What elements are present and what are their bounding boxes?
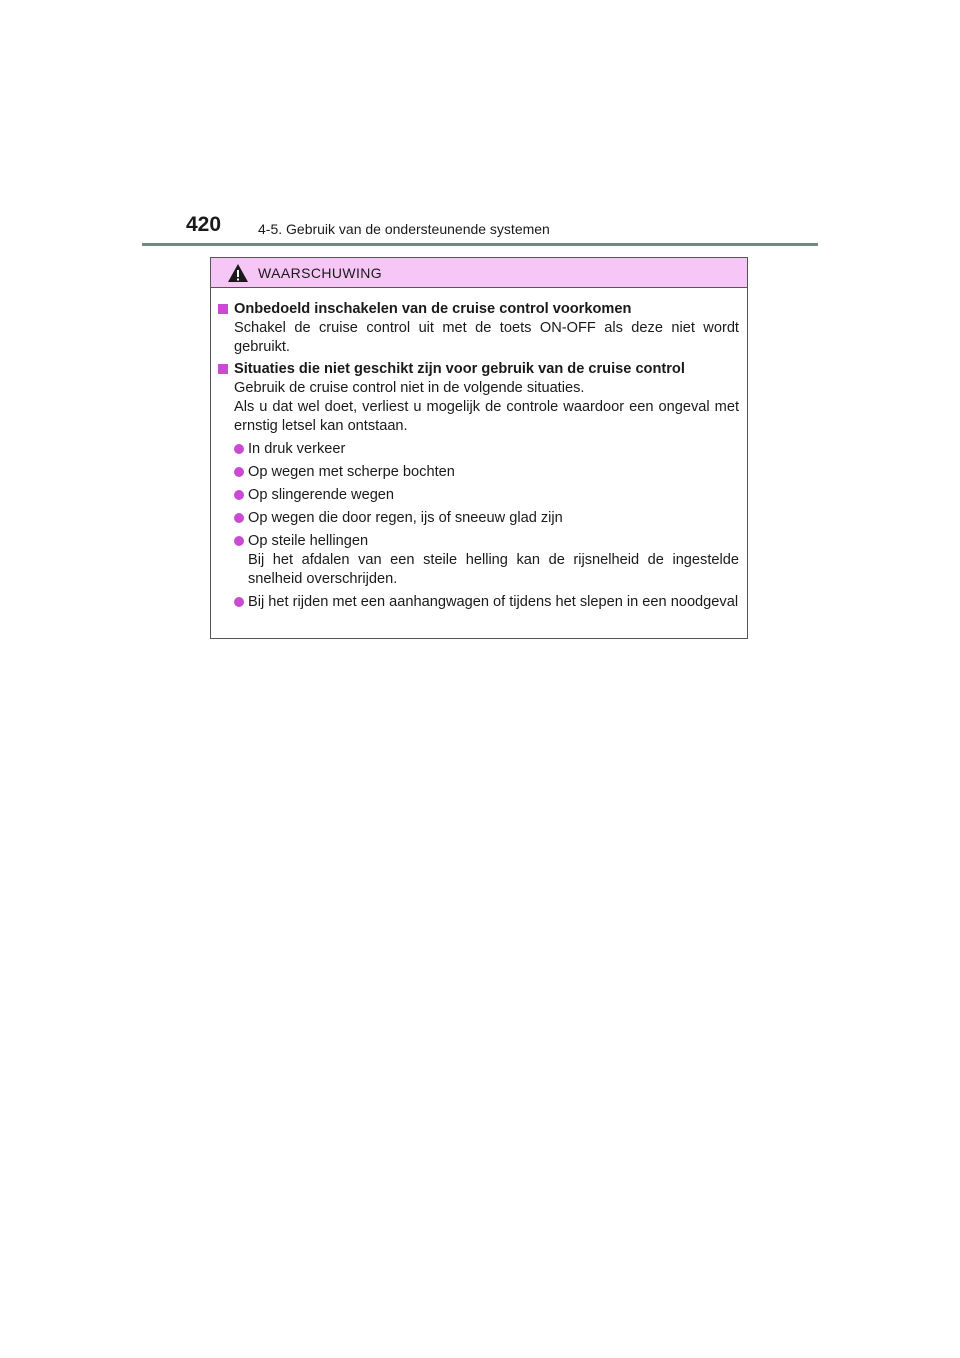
list-item <box>234 463 739 482</box>
square-bullet-icon <box>218 364 228 374</box>
list-item-text: Op wegen die door regen, ijs of sneeuw glad zijn <box>248 510 563 526</box>
warning-body <box>211 288 747 612</box>
list-item-text: In druk verkeer <box>248 441 346 457</box>
section-heading <box>216 360 739 379</box>
warning-box <box>210 257 748 639</box>
section-title: 4-5. Gebruik van de ondersteunende systemen <box>258 221 550 237</box>
list-item <box>234 509 739 528</box>
list-item-text <box>248 532 739 589</box>
round-bullet-icon <box>234 536 244 546</box>
list-item <box>234 532 739 589</box>
round-bullet-icon <box>234 490 244 500</box>
list-item <box>234 593 739 612</box>
list-item <box>234 486 739 505</box>
round-bullet-icon <box>234 467 244 477</box>
round-bullet-icon <box>234 444 244 454</box>
square-bullet-icon <box>218 304 228 314</box>
round-bullet-icon <box>234 513 244 523</box>
section-heading-text: Situaties die niet geschikt zijn voor gebruik van de cruise control <box>234 361 685 377</box>
header-rule <box>142 243 818 246</box>
section-paragraph: Schakel de cruise control uit met de toets ON-OFF als deze niet wordt gebruikt. <box>234 320 739 355</box>
list-item-text: Op slingerende wegen <box>248 487 395 503</box>
warning-section-2 <box>216 360 739 612</box>
list-item-text: Op wegen met scherpe bochten <box>248 464 455 480</box>
section-heading <box>216 300 739 319</box>
list-item-title: Op steile hellingen <box>248 533 369 549</box>
warning-title: WAARSCHUWING <box>258 264 383 281</box>
section-paragraph <box>234 379 739 436</box>
list-item-text: Bij het rijden met een aanhangwagen of tijdens het slepen in een noodgeval <box>248 594 739 610</box>
warning-triangle-icon <box>227 263 249 283</box>
list-item-detail: Bij het afdalen van een steile helling kan de rijsnelheid de ingestelde snelheid overschrijden. <box>248 552 739 587</box>
round-bullet-icon <box>234 597 244 607</box>
paragraph-line: Als u dat wel doet, verliest u mogelijk de controle waardoor een ongeval met ernstig letsel kan ontstaan. <box>234 399 739 434</box>
warning-header <box>211 258 747 288</box>
list-item <box>234 440 739 459</box>
warning-section-1 <box>216 300 739 357</box>
section-heading-text: Onbedoeld inschakelen van de cruise control voorkomen <box>234 301 632 317</box>
paragraph-line: Gebruik de cruise control niet in de volgende situaties. <box>234 380 585 396</box>
page-number: 420 <box>186 213 222 236</box>
